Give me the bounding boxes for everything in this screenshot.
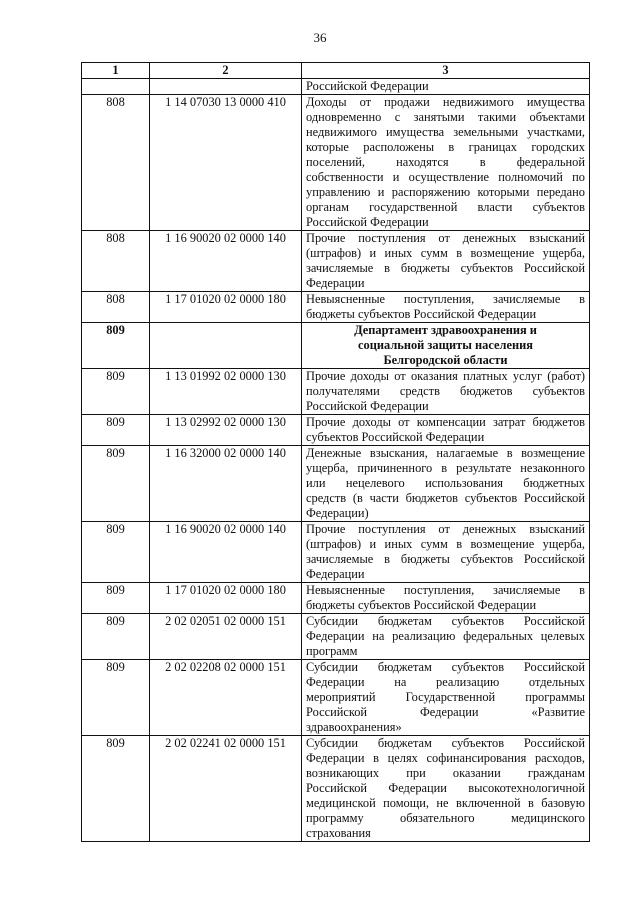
description-line: зачисляемые в бюджеты субъектов Российской — [306, 261, 585, 275]
description-line: Федерации на реализацию федеральных целевых — [306, 629, 585, 643]
revenue-code: 1 16 90020 02 0000 140 — [150, 522, 302, 583]
table-row — [82, 736, 590, 842]
revenue-code: 1 13 01992 02 0000 130 — [150, 369, 302, 415]
admin-code: 809 — [82, 660, 150, 736]
table-row — [82, 415, 590, 446]
table-row — [82, 446, 590, 522]
description-line: Российской Федерации высокотехнологичной — [306, 781, 585, 795]
description-line: Федерации — [306, 276, 365, 290]
department-heading — [302, 323, 590, 369]
description-line: Невыясненные поступления, зачисляемые в — [306, 292, 585, 306]
table-row — [82, 292, 590, 323]
description-line: мероприятий Государственной программы — [306, 690, 585, 704]
description-line: здравоохранения» — [306, 720, 402, 734]
description-line: медицинской помощи, не включенной в базовую — [306, 796, 585, 810]
description-line: собственности и осуществление полномочий по — [306, 170, 585, 184]
revenue-description — [302, 583, 590, 614]
revenue-description — [302, 614, 590, 660]
description-line: или нецелевого использования бюджетных — [306, 476, 585, 490]
description-line: Российской Федерации «Развитие — [306, 705, 585, 719]
table-row — [82, 614, 590, 660]
table-row — [82, 323, 590, 369]
revenue-code: 2 02 02208 02 0000 151 — [150, 660, 302, 736]
admin-code: 808 — [82, 292, 150, 323]
description-line: Субсидии бюджетам субъектов Российской — [306, 660, 585, 674]
description-line: получателями средств бюджетов субъектов — [306, 384, 585, 398]
description-line: (штрафов) и иных сумм в возмещение ущерба, — [306, 246, 585, 260]
revenue-description — [302, 522, 590, 583]
description-line: Прочие доходы от оказания платных услуг (работ) — [306, 369, 585, 383]
revenue-code: 1 16 32000 02 0000 140 — [150, 446, 302, 522]
revenue-codes-table — [81, 62, 590, 842]
revenue-code: 2 02 02051 02 0000 151 — [150, 614, 302, 660]
description-line: возникающих при оказании гражданам — [306, 766, 585, 780]
revenue-description — [302, 660, 590, 736]
description-line: социальной защиты населения — [358, 338, 533, 352]
description-line: программу обязательного медицинского — [306, 811, 585, 825]
revenue-description — [302, 292, 590, 323]
revenue-description — [302, 369, 590, 415]
description-line: зачисляемые в бюджеты субъектов Российской — [306, 552, 585, 566]
description-line: ущерба, причиненного в результате незаконного — [306, 461, 585, 475]
column-header-3: 3 — [302, 63, 590, 79]
description-line: Российской Федерации — [306, 215, 429, 229]
revenue-description — [302, 736, 590, 842]
description-line: бюджеты субъектов Российской Федерации — [306, 307, 537, 321]
description-line: Прочие поступления от денежных взысканий — [306, 522, 585, 536]
description-line: Субсидии бюджетам субъектов Российской — [306, 736, 585, 750]
description-line: управлению и распоряжению которыми передано — [306, 185, 585, 199]
admin-code: 809 — [82, 446, 150, 522]
admin-code: 809 — [82, 522, 150, 583]
description-line: которые расположены в границах городских — [306, 140, 585, 154]
revenue-description — [302, 95, 590, 231]
description-line: Федерации) — [306, 506, 369, 520]
description-line: бюджеты субъектов Российской Федерации — [306, 598, 537, 612]
description-line: недвижимого имущества земельными участками, — [306, 125, 585, 139]
admin-code: 809 — [82, 369, 150, 415]
admin-code: 809 — [82, 614, 150, 660]
description-line: Прочие доходы от компенсации затрат бюджетов — [306, 415, 585, 429]
description-line: Федерации в целях софинансирования расходов, — [306, 751, 585, 765]
revenue-code: 2 02 02241 02 0000 151 — [150, 736, 302, 842]
revenue-description — [302, 231, 590, 292]
admin-code: 809 — [82, 736, 150, 842]
revenue-code — [150, 323, 302, 369]
description-line: одновременно с занятыми такими объектами — [306, 110, 585, 124]
description-line: субъектов Российской Федерации — [306, 430, 485, 444]
admin-code: 808 — [82, 95, 150, 231]
column-header-1: 1 — [82, 63, 150, 79]
admin-code: 809 — [82, 323, 150, 369]
table-row — [82, 95, 590, 231]
revenue-code: 1 13 02992 02 0000 130 — [150, 415, 302, 446]
description-line: поселений, находятся в федеральной — [306, 155, 585, 169]
description-line: Невыясненные поступления, зачисляемые в — [306, 583, 585, 597]
column-header-2: 2 — [150, 63, 302, 79]
page-number: 36 — [313, 30, 327, 45]
admin-code: 809 — [82, 583, 150, 614]
description-line: средств (в части бюджетов субъектов Российской — [306, 491, 585, 505]
table-row — [82, 660, 590, 736]
revenue-code: 1 16 90020 02 0000 140 — [150, 231, 302, 292]
description-line: Федерации на реализацию отдельных — [306, 675, 585, 689]
revenue-code: 1 17 01020 02 0000 180 — [150, 292, 302, 323]
header-row — [82, 63, 590, 79]
table-row — [82, 522, 590, 583]
description-line: Доходы от продажи недвижимого имущества — [306, 95, 585, 109]
revenue-code: 1 14 07030 13 0000 410 — [150, 95, 302, 231]
description-line: Прочие поступления от денежных взысканий — [306, 231, 585, 245]
revenue-description — [302, 415, 590, 446]
revenue-description — [302, 446, 590, 522]
description-line: Субсидии бюджетам субъектов Российской — [306, 614, 585, 628]
table-row — [82, 231, 590, 292]
description-line: Федерации — [306, 567, 365, 581]
description-line: Российской Федерации — [306, 399, 429, 413]
description-line: Денежные взыскания, налагаемые в возмещение — [306, 446, 585, 460]
description-line: Белгородской области — [383, 353, 508, 367]
description-line: органам государственной власти субъектов — [306, 200, 585, 214]
description-line: (штрафов) и иных сумм в возмещение ущерба, — [306, 537, 585, 551]
table-row — [82, 369, 590, 415]
description-line: Департамент здравоохранения и — [354, 323, 537, 337]
admin-code: 808 — [82, 231, 150, 292]
table-row — [82, 583, 590, 614]
description-line: страхования — [306, 826, 371, 840]
admin-code: 809 — [82, 415, 150, 446]
revenue-code: 1 17 01020 02 0000 180 — [150, 583, 302, 614]
continuation-text: Российской Федерации — [302, 79, 590, 95]
description-line: программ — [306, 644, 358, 658]
continuation-row — [82, 79, 590, 95]
